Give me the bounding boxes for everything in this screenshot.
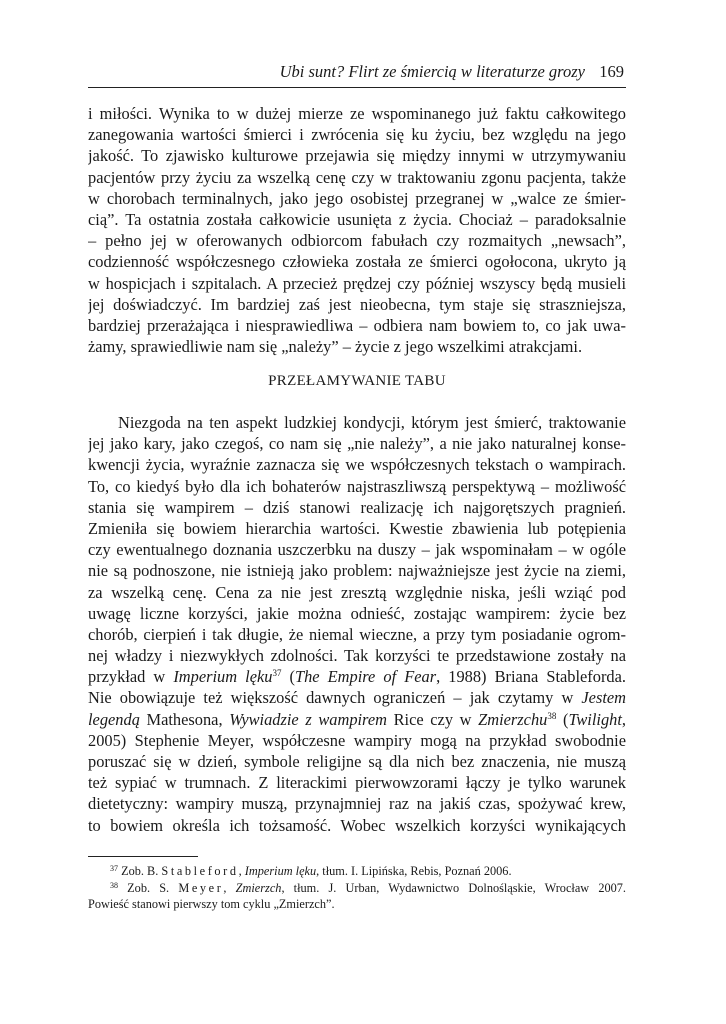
text-line bbox=[88, 687, 626, 708]
text-line: też sypiać w trumnach. Z literackimi pierwowzorami łączy je tylko warunek bbox=[88, 773, 626, 793]
text-run: Rice czy w bbox=[386, 709, 479, 729]
text-line: chorób, cierpień i tak długie, że niemal wieczne, a przy tym posiadanie ogrom- bbox=[88, 624, 626, 644]
text-run: ( bbox=[556, 709, 569, 729]
text-run: ( bbox=[281, 667, 295, 687]
text-line: stania się wampirem – dziś stanowi realizację ich najgorętszych pragnień. bbox=[88, 497, 626, 517]
page-number: 169 bbox=[599, 62, 624, 81]
footnote-text: Zob. S. bbox=[127, 880, 179, 895]
footnote-divider bbox=[88, 856, 198, 857]
book-title-empire-of-fear: The Empire of Fear bbox=[295, 667, 437, 687]
text-line: cią”. Ta ostatnia została całkowicie usunięta z życia. Chociaż – paradoksalnie bbox=[88, 209, 626, 229]
footnotes bbox=[88, 863, 626, 913]
footnote-author: Stableford bbox=[161, 864, 239, 878]
text-line bbox=[88, 666, 626, 687]
text-line: w chorobach terminalnych, jako jego osobistej przegranej w „walce ze śmier- bbox=[88, 188, 626, 208]
text-line: to bowiem określa ich tożsamość. Wobec wszelkich korzyści wynikających bbox=[88, 815, 626, 835]
text-line: poruszać się w dzień, symbole religijne są dla nich bez znaczenia, nie muszą bbox=[88, 752, 626, 771]
book-title-zmierzch: Zmierzchu bbox=[478, 709, 548, 729]
footnote-37 bbox=[88, 863, 626, 880]
text-run: przykład w bbox=[88, 667, 174, 687]
footnote-ref-37[interactable]: 37 bbox=[272, 668, 282, 679]
footnote-title: Zmierzch bbox=[235, 880, 282, 895]
text-line: Zmieniła się bowiem hierarchia wartości. Kwestie zbawienia lub potępienia bbox=[88, 518, 626, 538]
footnote-ref-38[interactable]: 38 bbox=[547, 710, 557, 721]
text-run: , 1988) Briana Stableforda. bbox=[436, 667, 626, 687]
text-line: w hospicjach i szpitalach. A przecież prędzej czy później wszyscy będą musieli bbox=[88, 273, 626, 293]
footnote-author: Meyer bbox=[178, 880, 224, 895]
text-line: codzienność współczesnego człowieka została ze śmierci ogołocona, ukryto ją bbox=[88, 252, 626, 272]
text-line: żamy, sprawiedliwie nam się „należy” – życie z jego wszelkimi atrakcjami. bbox=[88, 337, 583, 357]
text-line: – pełno jej w oferowanych odbiorcom fabułach czy rozmaitych „newsach”, bbox=[88, 231, 626, 251]
text-line: i miłości. Wynika to w dużej mierze ze wspominanego już faktu całkowitego bbox=[88, 104, 626, 123]
running-title: Ubi sunt? Flirt ze śmiercią w literaturze grozy bbox=[279, 62, 585, 81]
footnote-mark: 37 bbox=[110, 864, 118, 873]
book-title-jestem-legenda-cont: legendą bbox=[88, 709, 140, 729]
text-line: czy ewentualnego doznania uszczerbku na duszy – jak wspominałam – w ogóle bbox=[88, 540, 626, 560]
text-line: za wszelką cenę. Cena za nie jest zresztą względnie niska, jeśli wziąć pod bbox=[88, 582, 626, 602]
footnote-text: , tłum. J. Urban, Wydawnictwo Dolnośląskie, Wrocław 2007. bbox=[281, 880, 626, 895]
book-title-jestem-legenda: Jestem bbox=[581, 688, 626, 708]
book-title-imperium-leku: Imperium lęku bbox=[173, 667, 273, 687]
footnote-text: , bbox=[238, 864, 245, 878]
book-title-wywiad-z-wampirem: Wywiadzie z wampirem bbox=[229, 709, 387, 729]
text-line: uwagę liczne korzyści, jakie można odnieść, zostając wampirem: życie bez bbox=[88, 603, 626, 623]
text-line: dietetyczny: wampiry muszą, przynajmniej raz na jakiś czas, spożywać krew, bbox=[88, 794, 626, 814]
text-line: Niezgoda na ten aspekt ludzkiej kondycji, którym jest śmierć, traktowanie bbox=[118, 413, 626, 432]
running-header bbox=[88, 60, 626, 88]
text-line: 2005) Stephenie Meyer, współczesne wampiry mogą na przykład swobodnie bbox=[88, 730, 626, 750]
text-line: nie są podnoszone, nie istnieją jako problem: najważniejsze jest życie na ziemi, bbox=[88, 561, 626, 581]
text-line: zanegowania wartości śmierci i zwrócenia się ku życiu, bez względu na jego bbox=[88, 125, 626, 145]
text-line: nej władzy i niezwykłych zdolności. Tak korzyści te przedstawione zostały na bbox=[88, 646, 626, 666]
text-run: , bbox=[621, 709, 626, 729]
text-line: bardziej przerażająca i niesprawiedliwa – odbiera nam bowiem to, co jak uwa- bbox=[88, 315, 626, 335]
paragraph-1 bbox=[88, 103, 626, 357]
footnote-38-continuation: Powieść stanowi pierwszy tom cyklu „Zmierzch”. bbox=[88, 897, 335, 911]
text-run: Nie obowiązuje też większość dawnych ograniczeń – jak czytamy w bbox=[88, 688, 582, 708]
text-line bbox=[88, 709, 626, 730]
text-run: Mathesona, bbox=[139, 709, 230, 729]
text-line: jej doświadczyć. Im bardziej zaś jest nieobecna, tym staje się straszniejsza, bbox=[88, 294, 626, 314]
footnote-text: , bbox=[223, 880, 236, 895]
text-line: kwencji życia, wyraźnie zaznacza się we współczesnych tekstach o wampirach. bbox=[88, 455, 626, 475]
footnote-38 bbox=[88, 880, 626, 897]
footnote-mark: 38 bbox=[110, 880, 118, 890]
text-line: jakość. To zjawisko kulturowe przejawia się między innymi w utrzymywaniu bbox=[88, 146, 626, 166]
footnote-text: Zob. B. bbox=[121, 864, 162, 878]
footnote-text: , tłum. I. Lipińska, Rebis, Poznań 2006. bbox=[316, 864, 512, 878]
paragraph-2 bbox=[88, 412, 626, 836]
book-title-twilight: Twilight bbox=[568, 709, 622, 729]
footnote-title: Imperium lęku bbox=[244, 864, 317, 878]
text-line: To, co kiedyś było dla ich bohaterów najstraszliwszą perspektywą – możliwość bbox=[88, 476, 626, 496]
text-line: pacjentów przy życiu za wszelką cenę czy w traktowaniu zgonu pacjenta, także bbox=[88, 167, 626, 187]
text-line: jej jako kary, jako czegoś, co nam się „nie należy”, a nie jako naturalnej konse- bbox=[88, 434, 626, 454]
section-heading: PRZEŁAMYWANIE TABU bbox=[268, 373, 446, 389]
